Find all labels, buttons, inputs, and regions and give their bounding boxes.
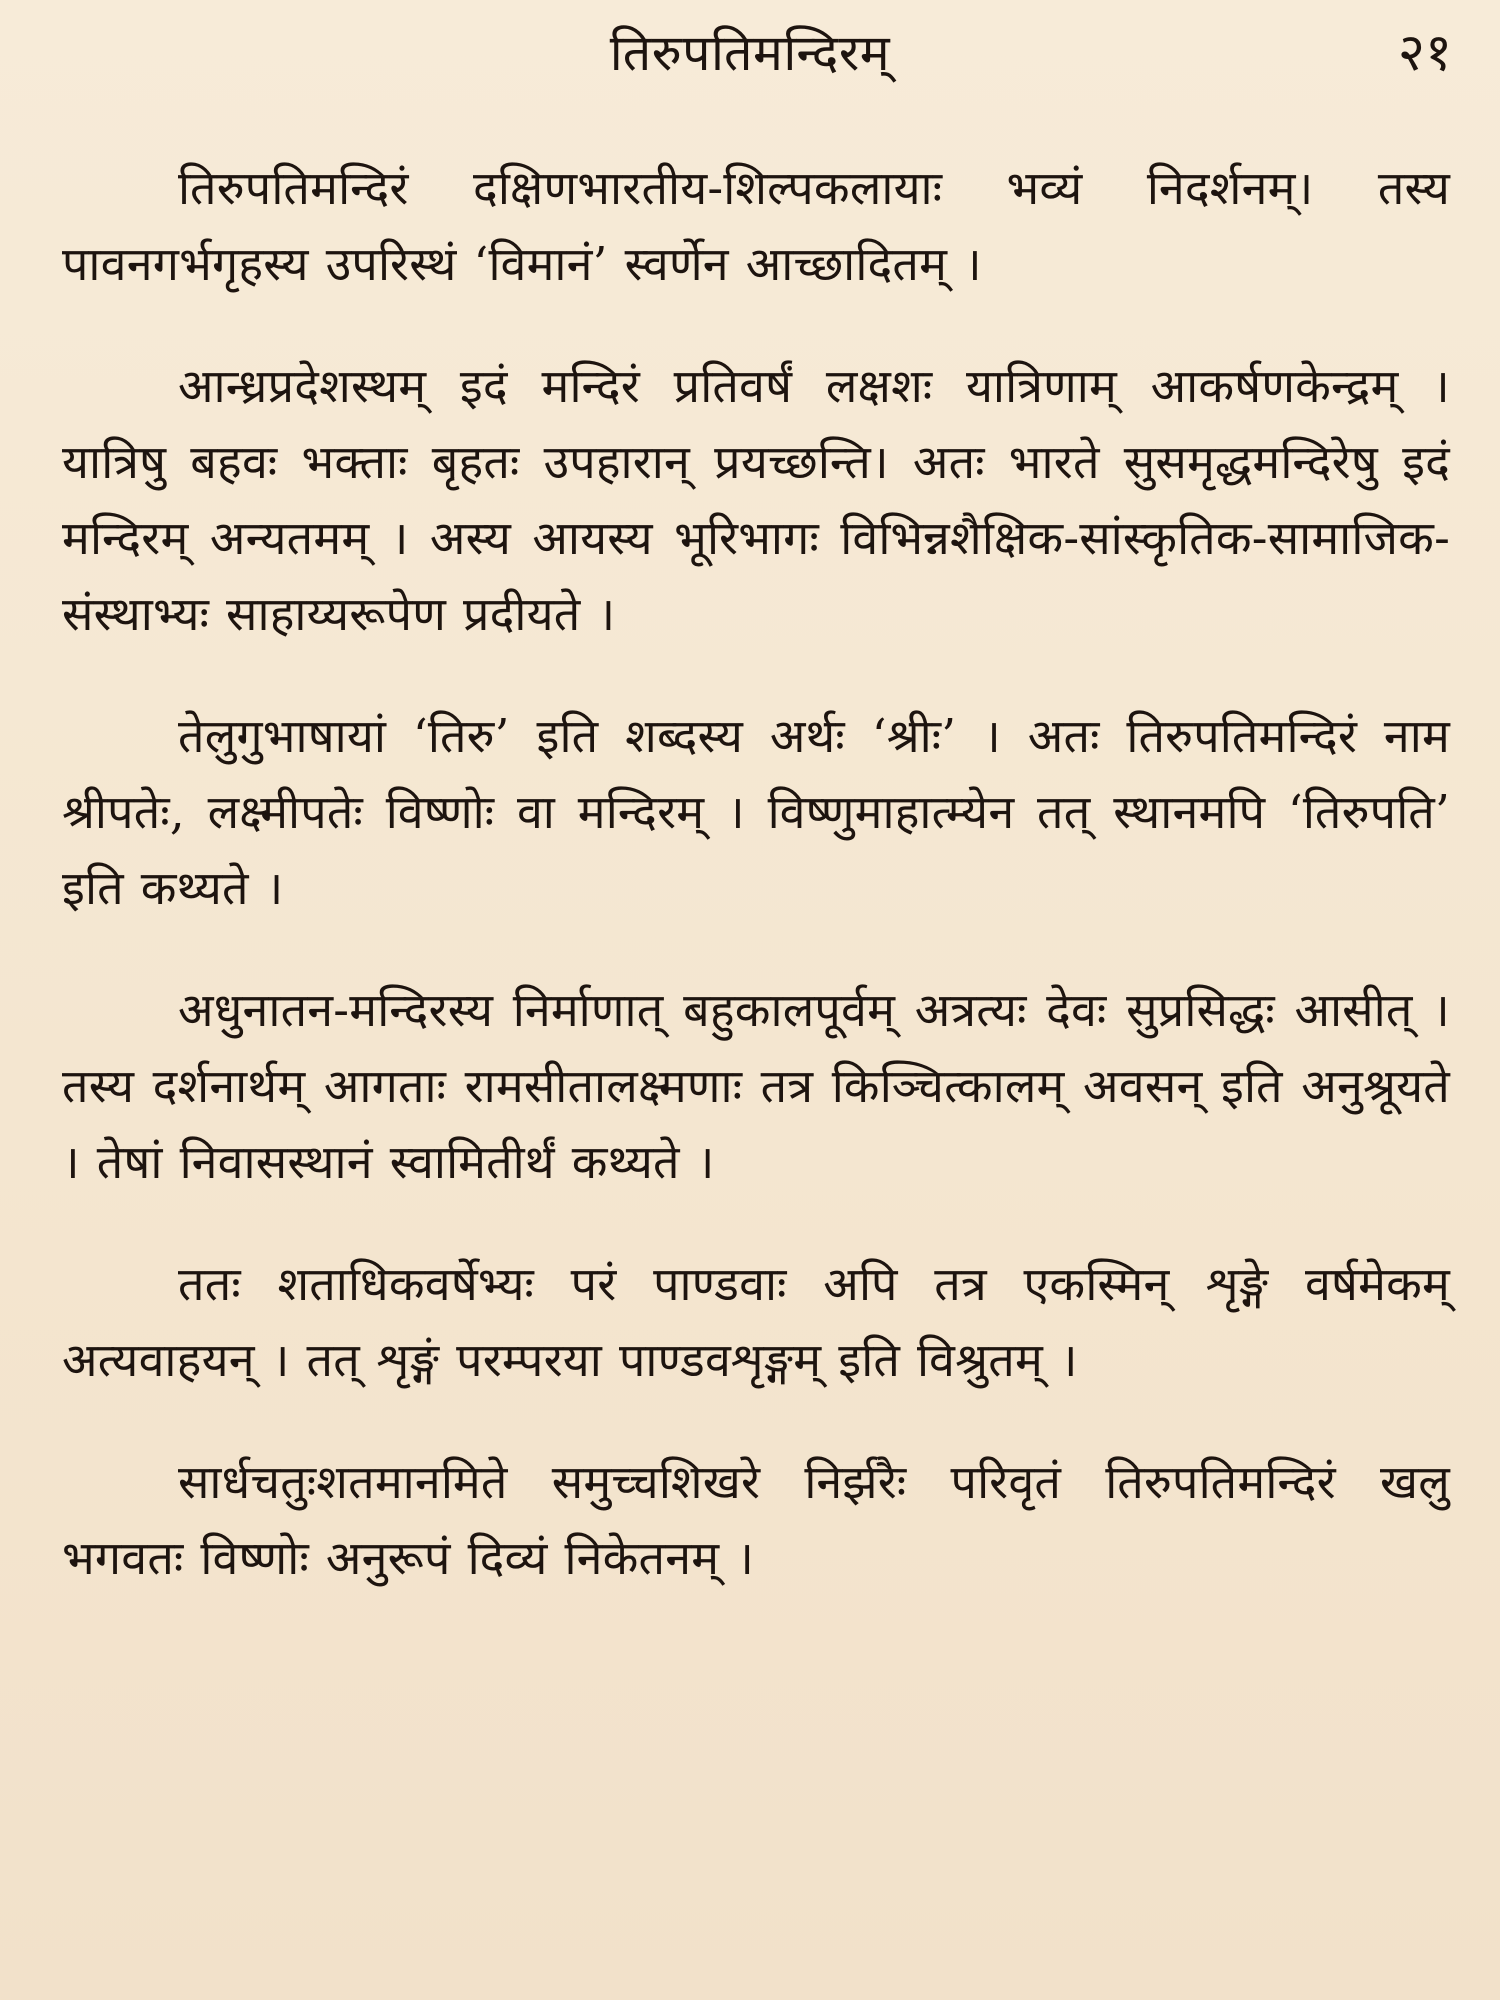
page-number: २१ <box>1397 23 1452 83</box>
running-title: तिरुपतिमन्दिरम् <box>609 24 891 82</box>
paragraph-5: ततः शताधिकवर्षेभ्यः परं पाण्डवाः अपि तत्र एकस्मिन् शृङ्गे वर्षमेकम् अत्यवाहयन् । तत् शृङ्गं परम्परया पाण्डवशृङ्गम् इति विश्रुतम् । <box>62 1257 1450 1387</box>
paragraph-4: अधुनातन-मन्दिरस्य निर्माणात् बहुकालपूर्वम् अत्रत्यः देवः सुप्रसिद्धः आसीत् । तस्य दर्शनार्थम् आगताः रामसीतालक्ष्मणाः तत्र किञ्चित्कालम् अवसन् इति अनुश्रूयते । तेषां निवासस्थानं स्वामितीर्थं कथ्यते । <box>62 983 1450 1189</box>
paragraph-2: आन्ध्रप्रदेशस्थम् इदं मन्दिरं प्रतिवर्षं लक्षशः यात्रिणाम् आकर्षणकेन्द्रम् । यात्रिषु बहवः भक्ताः बृहतः उपहारान् प्रयच्छन्ति। अतः भारते सुसमृद्धमन्दिरेषु इदं मन्दिरम् अन्यतमम् । अस्य आयस्य भूरिभागः विभिन्नशैक्षिक-सांस्कृतिक-सामाजिक-संस्थाभ्यः साहाय्यरूपेण प्रदीयते । <box>62 359 1450 641</box>
paragraph-3: तेलुगुभाषायां ‘तिरु’ इति शब्दस्य अर्थः ‘श्रीः’ । अतः तिरुपतिमन्दिरं नाम श्रीपतेः, लक्ष्मीपतेः विष्णोः वा मन्दिरम् । विष्णुमाहात्म्येन तत् स्थानमपि ‘तिरुपति’ इति कथ्यते । <box>62 709 1450 915</box>
paragraph-6: सार्धचतुःशतमानमिते समुच्चशिखरे निर्झरैः परिवृतं तिरुपतिमन्दिरं खलु भगवतः विष्णोः अनुरूपं दिव्यं निकेतनम् । <box>62 1455 1450 1585</box>
paragraph-1: तिरुपतिमन्दिरं दक्षिणभारतीय-शिल्पकलायाः भव्यं निदर्शनम्। तस्य पावनगर्भगृहस्य उपरिस्थं ‘विमानं’ स्वर्णेन आच्छादितम् । <box>62 161 1450 291</box>
page-header <box>0 18 1500 98</box>
page-body <box>62 150 1450 1642</box>
